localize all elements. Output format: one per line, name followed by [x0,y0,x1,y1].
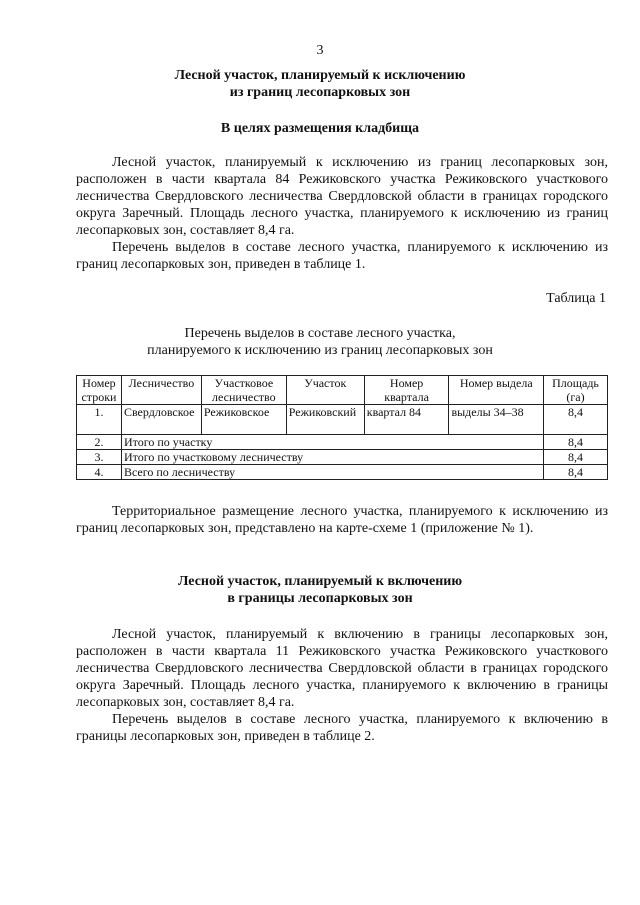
cell-section: Режиковский [286,405,364,435]
cell-area: 8,4 [544,435,608,450]
cell-forestry: Свердловское [121,405,201,435]
cell-area: 8,4 [544,465,608,480]
table-row [77,435,608,450]
table-header-row [77,376,608,405]
cell-allotment: выделы 34–38 [449,405,544,435]
cell-row-number: 3. [77,450,122,465]
cell-row-number: 1. [77,405,122,435]
table-row [77,465,608,480]
placement-paragraph: Территориальное размещение лесного участка, планируемого к исключению из границ лесопарковых зон, представлено на карте-схеме 1 (приложение № 1). [76,504,608,536]
page-number: 3 [316,43,324,58]
parcels-table [76,375,608,480]
cell-total-label: Итого по участку [121,435,543,450]
header-area: Площадь (га) [544,376,608,405]
header-district-forestry: Участковое лесничество [201,376,286,405]
cell-area: 8,4 [544,405,608,435]
cell-quarter: квартал 84 [364,405,449,435]
table-row [77,450,608,465]
section1-paragraph-1: Лесной участок, планируемый к исключению из границ лесопарковых зон, расположен в части квартала 84 Режиковского участка Режиковского участкового лесничества Свердловского лесничества Свердловской области в границах городского округа Заречный. Площадь лесного участка, планируемого к исключению из границ лесопарковых зон, составляет 8,4 га. [76,155,608,238]
header-quarter: Номер квартала [364,376,449,405]
section2-paragraph-1: Лесной участок, планируемый к включению в границы лесопарковых зон, расположен в части квартала 11 Режиковского участка Режиковского участкового лесничества Свердловского лесничества Свердловской области в границах городского округа Заречный. Площадь лесного участка, планируемого к включению в границы лесопарковых зон, составляет 8,4 га. [76,627,608,710]
cell-district-forestry: Режиковское [201,405,286,435]
table-label: Таблица 1 [546,291,606,306]
table-row [77,405,608,435]
cell-row-number: 2. [77,435,122,450]
section2-title-line1: Лесной участок, планируемый к включению [177,574,463,589]
section1-paragraph-2: Перечень выделов в составе лесного участка, планируемого к исключению из границ лесопарковых зон, приведен в таблице 1. [76,240,608,272]
section1-subtitle: В целях размещения кладбища [220,121,420,136]
section1-title-line1: Лесной участок, планируемый к исключению [174,68,466,83]
header-row-number: Номер строки [77,376,122,405]
cell-area: 8,4 [544,450,608,465]
table-caption-line2: планируемого к исключению из границ лесопарковых зон [147,343,493,358]
header-section: Участок [286,376,364,405]
cell-total-label: Всего по лесничеству [121,465,543,480]
section2-paragraph-2: Перечень выделов в составе лесного участка, планируемого к включению в границы лесопарковых зон, приведен в таблице 2. [76,712,608,744]
section2-title-line2: в границы лесопарковых зон [227,591,413,606]
header-forestry: Лесничество [121,376,201,405]
cell-total-label: Итого по участковому лесничеству [121,450,543,465]
cell-row-number: 4. [77,465,122,480]
section1-title-line2: из границ лесопарковых зон [229,85,411,100]
table-caption-line1: Перечень выделов в составе лесного участка, [184,326,456,341]
header-allotment: Номер выдела [449,376,544,405]
